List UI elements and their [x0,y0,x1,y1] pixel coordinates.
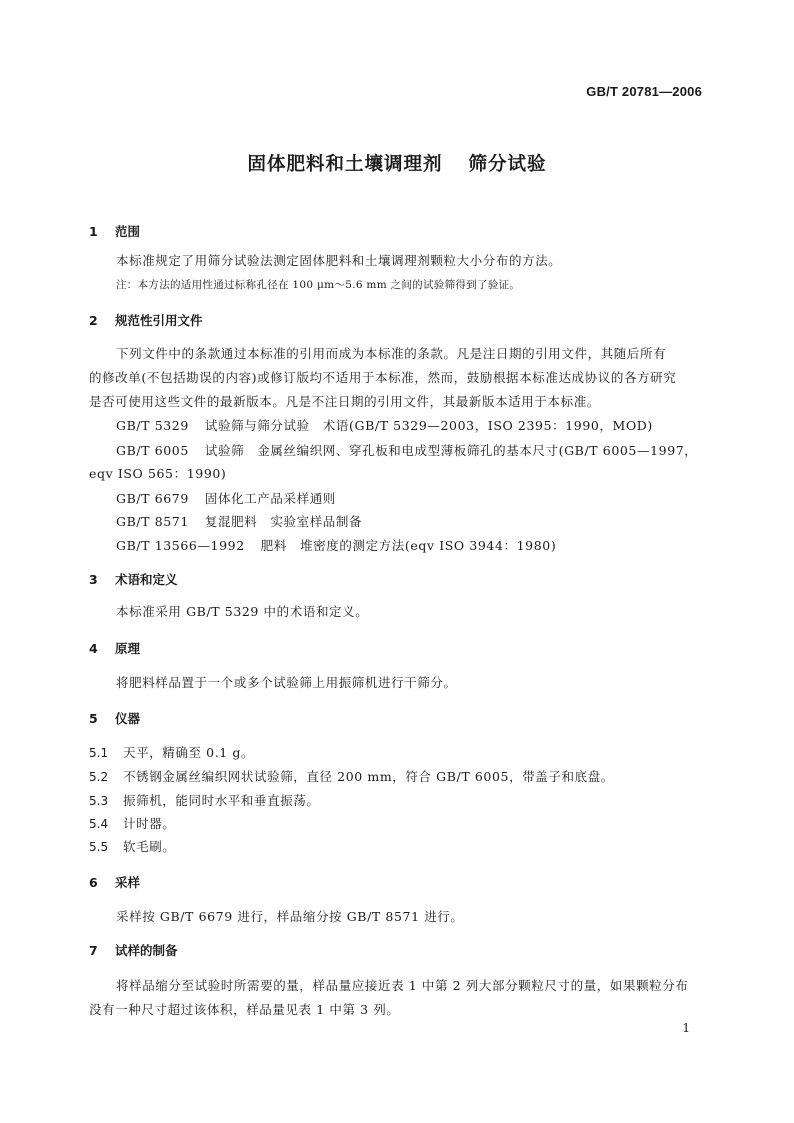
section-title: 试样的制备 [115,943,178,958]
section-title: 范围 [115,224,141,239]
reference-code: GB/T 8571 [116,514,189,529]
section-heading-4 [89,639,140,657]
item-text: 软毛刷。 [123,839,176,854]
references-paragraph-line-1: 下列文件中的条款通过本标准的引用而成为本标准的条款。凡是注日期的引用文件，其随后所有 [116,346,667,361]
scope-note: 注：本方法的适用性通过标称孔径在 100 μm～5.6 mm 之间的试验筛得到了验证。 [116,279,521,291]
section-number: 7 [89,943,98,958]
references-paragraph-line-2: 的修改单(不包括勘误的内容)或修订版均不适用于本标准，然而，鼓励根据本标准达成协议的各方研究 [89,370,677,385]
standard-code: GB/T 20781—2006 [586,84,702,99]
item-number: 5.3 [89,794,109,808]
item-text: 振筛机，能同时水平和垂直振荡。 [123,793,320,808]
section-number: 6 [89,875,98,890]
reference-text: 试验筛 金属丝编织网、穿孔板和电成型薄板筛孔的基本尺寸(GB/T 6005—1997， [204,443,698,458]
reference-item [116,536,556,554]
section-title: 术语和定义 [115,572,178,587]
reference-code: GB/T 6005 [116,443,189,458]
section-heading-5 [89,709,140,727]
item-number: 5.2 [89,770,109,784]
principle-paragraph: 将肥料样品置于一个或多个试验筛上用振筛机进行干筛分。 [116,675,457,690]
title-part-2: 筛分试验 [468,154,547,175]
reference-code: GB/T 6679 [116,491,189,506]
section-heading-7 [89,941,178,959]
reference-text: 固体化工产品采样通则 [204,491,336,506]
reference-code: GB/T 13566—1992 [116,538,245,553]
reference-item [116,441,697,459]
section-number: 1 [89,224,98,239]
reference-text-continued: eqv ISO 565：1990) [89,466,227,481]
reference-text: 试验筛与筛分试验 术语(GB/T 5329—2003，ISO 2395：1990，MOD) [204,418,653,433]
apparatus-item [89,837,175,855]
preparation-paragraph-line-2: 没有一种尺寸超过该体积，样品量见表 1 中第 3 列。 [89,1002,400,1017]
reference-item [116,416,653,434]
section-heading-1 [89,222,140,240]
apparatus-item [89,767,614,785]
apparatus-item [89,814,175,832]
section-heading-6 [89,873,140,891]
section-number: 2 [89,313,98,328]
reference-text: 肥料 堆密度的测定方法(eqv ISO 3944：1980) [260,538,557,553]
section-title: 采样 [115,875,141,890]
item-number: 5.5 [89,840,109,854]
section-number: 3 [89,572,98,587]
terms-paragraph: 本标准采用 GB/T 5329 中的术语和定义。 [116,604,369,619]
item-text: 不锈钢金属丝编织网状试验筛，直径 200 mm，符合 GB/T 6005，带盖子和底盘。 [123,769,614,784]
section-heading-2 [89,311,203,329]
reference-code: GB/T 5329 [116,418,189,433]
reference-item [116,512,362,530]
references-paragraph-line-3: 是否可使用这些文件的最新版本。凡是不注日期的引用文件，其最新版本适用于本标准。 [89,394,600,409]
scope-paragraph: 本标准规定了用筛分试验法测定固体肥料和土壤调理剂颗粒大小分布的方法。 [116,253,562,268]
document-title [0,150,794,176]
title-part-1: 固体肥料和土壤调理剂 [247,154,443,175]
item-number: 5.1 [89,746,109,760]
preparation-paragraph-line-1: 将样品缩分至试验时所需要的量，样品量应接近表 1 中第 2 列大部分颗粒尺寸的量，如果颗粒分布 [116,978,689,993]
reference-item [116,489,336,507]
page-number: 1 [682,1021,690,1035]
item-text: 计时器。 [123,816,176,831]
section-title: 规范性引用文件 [115,313,203,328]
apparatus-item [89,791,320,809]
section-title: 原理 [115,641,141,656]
item-text: 天平，精确至 0.1 g。 [123,745,255,760]
apparatus-item [89,743,254,761]
section-title: 仪器 [115,711,141,726]
reference-text: 复混肥料 实验室样品制备 [204,514,363,529]
item-number: 5.4 [89,817,109,831]
section-number: 5 [89,711,98,726]
section-heading-3 [89,570,178,588]
sampling-paragraph: 采样按 GB/T 6679 进行，样品缩分按 GB/T 8571 进行。 [116,909,464,924]
section-number: 4 [89,641,98,656]
